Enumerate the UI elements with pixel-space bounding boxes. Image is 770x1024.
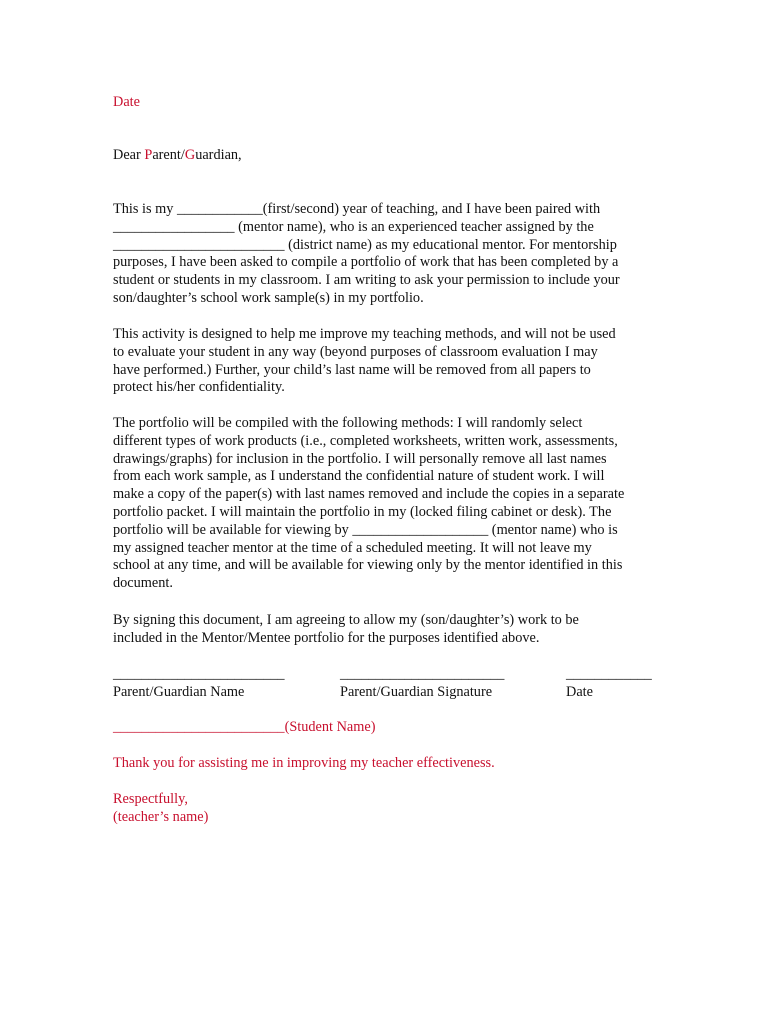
signature-blank-line: ________________________: [113, 666, 285, 682]
signature-field-parent-name[interactable]: [113, 666, 285, 702]
thank-you-line: Thank you for assisting me in improving my teacher effectiveness.: [113, 755, 495, 771]
signature-label: Date: [566, 683, 593, 700]
signature-blank-line: ____________: [566, 666, 652, 682]
salutation-parent-rest: arent/: [152, 147, 185, 163]
salutation-prefix: Dear: [113, 147, 145, 163]
paragraph-intro: This is my ____________(first/second) year of teaching, and I have been paired with _________________ (mentor name), who is an experienced teacher assigned by the ________________________ (district name) as my educational mentor. For mentorship purposes, I have been asked to compile a portfolio of work that has been completed by a student or students in my classroom. I am writing to ask your permission to include your son/daughter’s school work sample(s) in my portfolio.: [113, 201, 620, 306]
date-label: Date: [113, 94, 140, 110]
signature-blank-line: _______________________: [340, 666, 505, 682]
signature-field-parent-signature[interactable]: [340, 666, 504, 702]
paragraph-methods: The portfolio will be compiled with the following methods: I will randomly select different types of work products (i.e., completed worksheets, written work, assessments, drawings/graphs) for inclusion in the portfolio. I will personally remove all last names from each work sample, as I understand the confidential nature of student work. I will make a copy of the paper(s) with last names removed and include the copies in a separate portfolio packet. I will maintain the portfolio in my (locked filing cabinet or desk). The portfolio will be available for viewing by ___________________ (mentor name) who is my assigned teacher mentor at the time of a scheduled meeting. It will not leave my school at any time, and will be available for viewing only by the mentor identified in this document.: [113, 415, 625, 592]
salutation-guardian-initial: G: [184, 147, 196, 163]
student-name-field[interactable]: ________________________(Student Name): [113, 719, 376, 735]
signature-label: Parent/Guardian Name: [113, 683, 245, 700]
salutation: [113, 147, 242, 164]
closing-text: Respectfully,: [113, 791, 188, 807]
signature-field-date[interactable]: [566, 666, 652, 702]
paragraph-consent: By signing this document, I am agreeing to allow my (son/daughter’s) work to be included in the Mentor/Mentee portfolio for the purposes identified above.: [113, 612, 579, 646]
signature-label: Parent/Guardian Signature: [340, 683, 493, 700]
closing-block: [113, 791, 208, 827]
salutation-parent-initial: P: [144, 147, 153, 163]
paragraph-purpose: This activity is designed to help me improve my teaching methods, and will not be used to evaluate your student in any way (beyond purposes of classroom evaluation I may have performed.) Further, your child’s last name will be removed from all papers to protect his/her confidentiality.: [113, 326, 616, 396]
salutation-guardian-rest: uardian,: [195, 147, 242, 163]
teacher-name: (teacher’s name): [113, 808, 209, 825]
